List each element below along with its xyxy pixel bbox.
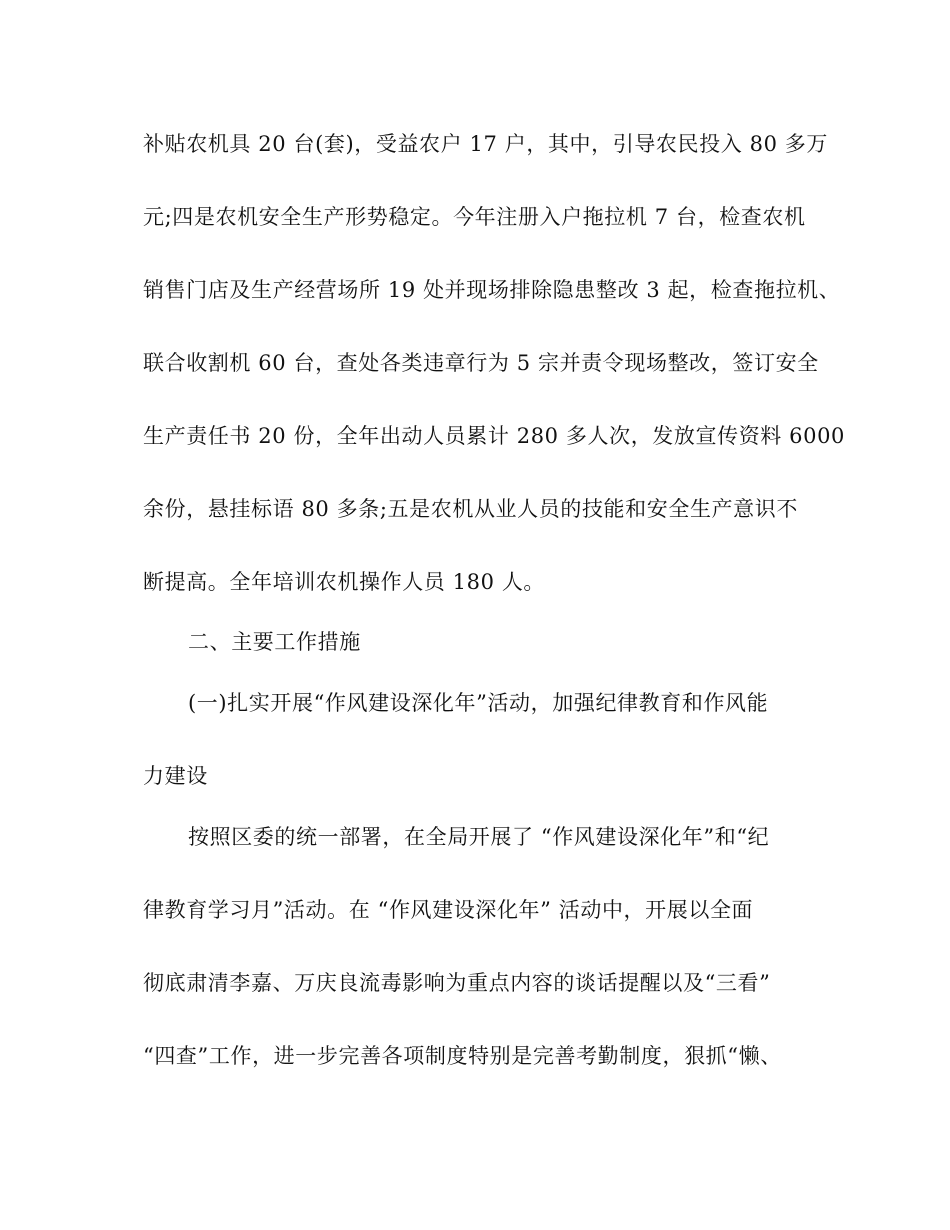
section-heading: 二、主要工作措施 <box>188 630 361 654</box>
body-text-line: 生产责任书 20 份，全年出动人员累计 280 多人次，发放宣传资料 6000 <box>143 424 846 448</box>
body-text-line: 补贴农机具 20 台(套)，受益农户 17 户，其中，引导农民投入 80 多万 <box>143 132 828 156</box>
body-text-line: 律教育学习月”活动。在 “作风建设深化年” 活动中，开展以全面 <box>143 898 754 922</box>
body-text-line: 按照区委的统一部署，在全局开展了 “作风建设深化年”和“纪 <box>188 825 770 849</box>
body-text-line: 断提高。全年培训农机操作人员 180 人。 <box>143 570 546 594</box>
body-text-line: “四查”工作，进一步完善各项制度特别是完善考勤制度，狠抓“懒、 <box>143 1044 782 1068</box>
body-text-line: 彻底肃清李嘉、万庆良流毒影响为重点内容的谈话提醒以及“三看” <box>143 971 771 995</box>
body-text-line: 销售门店及生产经营场所 19 处并现场排除隐患整改 3 起，检查拖拉机、 <box>143 278 841 302</box>
subsection-heading: (一)扎实开展“作风建设深化年”活动，加强纪律教育和作风能 <box>188 691 769 715</box>
body-text-line: 元;四是农机安全生产形势稳定。今年注册入户拖拉机 7 台，检查农机 <box>143 205 806 229</box>
body-text-line: 余份，悬挂标语 80 多条;五是农机从业人员的技能和安全生产意识不 <box>143 497 798 521</box>
subsection-heading-continued: 力建设 <box>143 764 208 788</box>
body-text-line: 联合收割机 60 台，查处各类违章行为 5 宗并责令现场整改，签订安全 <box>143 351 819 375</box>
